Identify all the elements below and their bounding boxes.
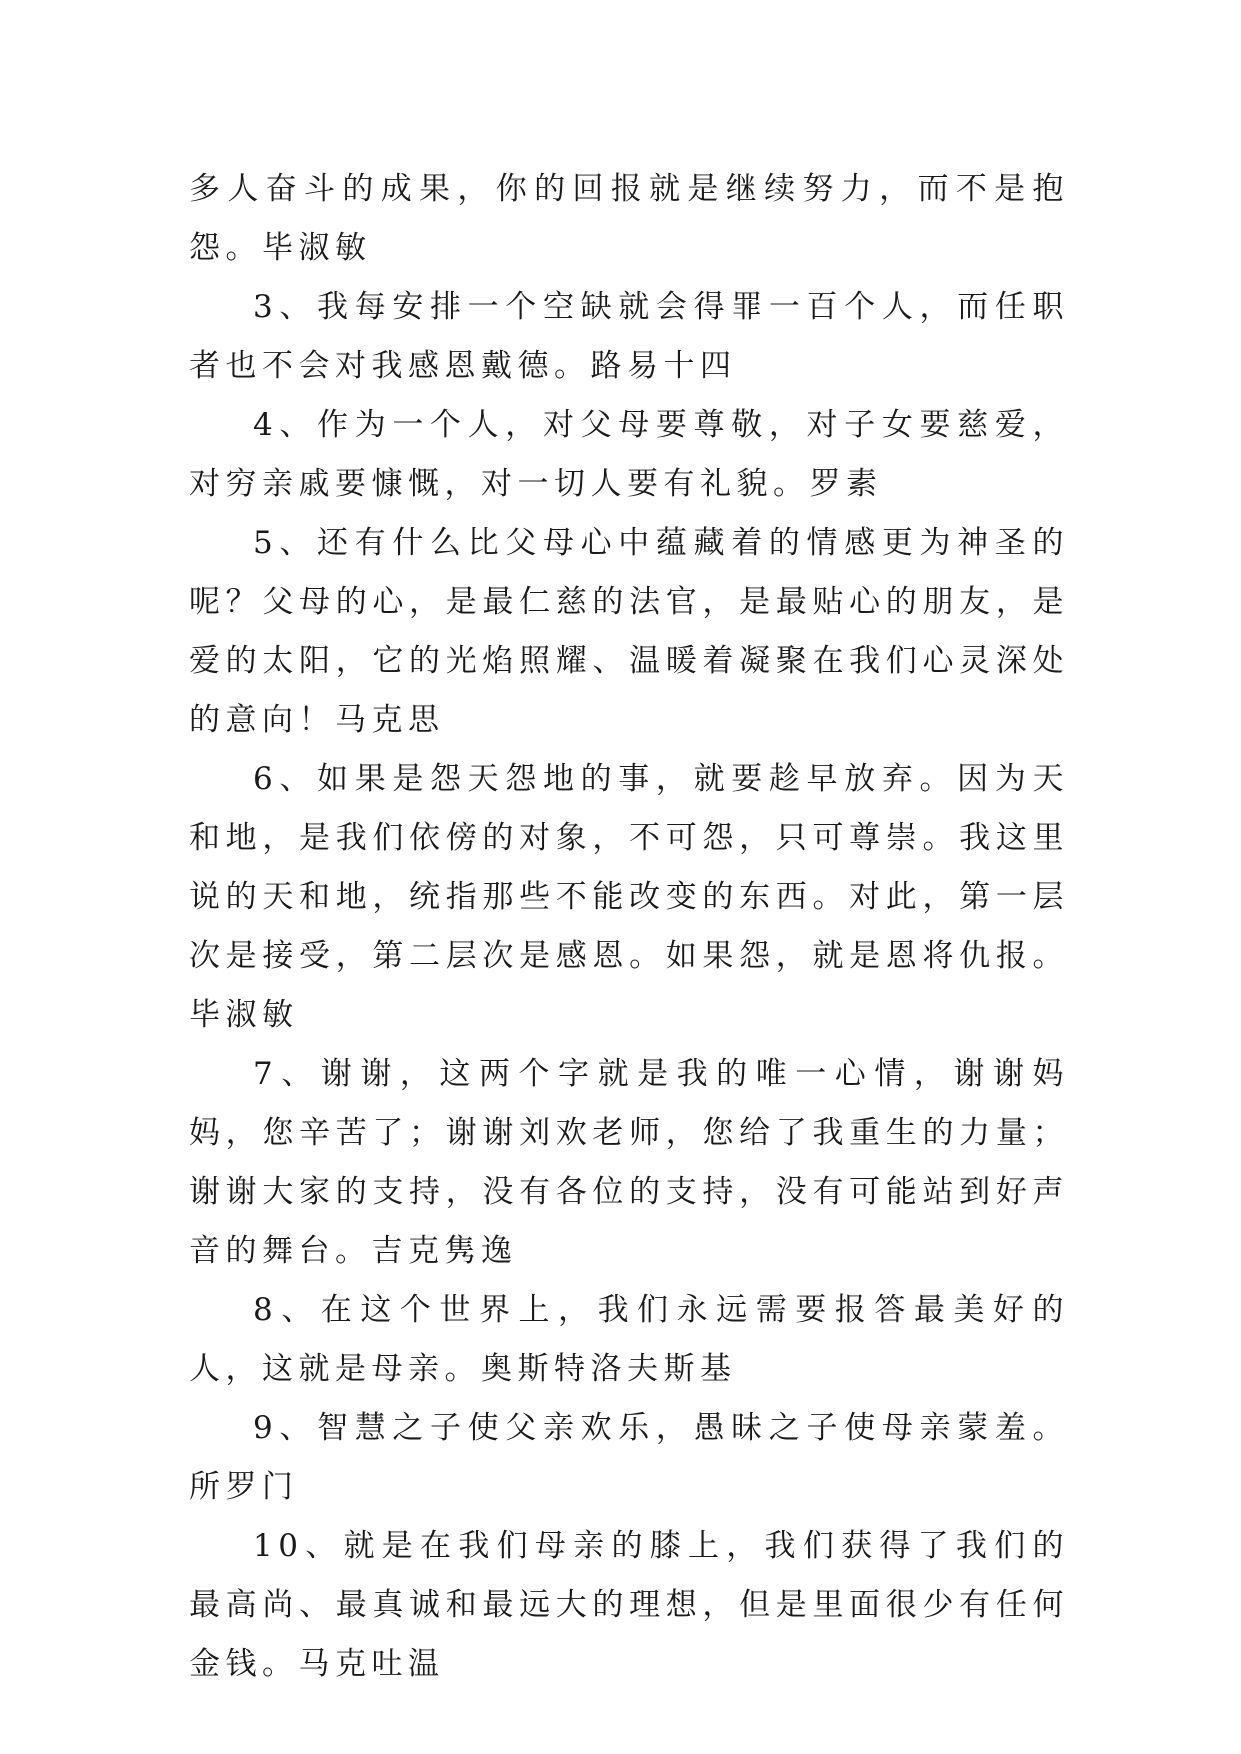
quote-paragraph-9: 9、智慧之子使父亲欢乐，愚昧之子使母亲蒙羞。所罗门 xyxy=(189,1410,1069,1505)
quote-paragraph-4: 4、作为一个人，对父母要尊敬，对子女要慈爱，对穷亲戚要慷慨，对一切人要有礼貌。罗素 xyxy=(189,407,1069,502)
quote-paragraph-6: 6、如果是怨天怨地的事，就要趁早放弃。因为天和地，是我们依傍的对象，不可怨，只可尊崇。我这里说的天和地，统指那些不能改变的东西。对此，第一层次是接受，第二层次是感恩。如果怨，就是恩将仇报。毕淑敏 xyxy=(189,761,1069,1033)
quote-paragraph-5: 5、还有什么比父母心中蕴藏着的情感更为神圣的呢？父母的心，是最仁慈的法官，是最贴心的朋友，是爱的太阳，它的光焰照耀、温暖着凝聚在我们心灵深处的意向！马克思 xyxy=(189,525,1069,738)
quote-paragraph-3: 3、我每安排一个空缺就会得罪一百个人，而任职者也不会对我感恩戴德。路易十四 xyxy=(189,289,1069,384)
quote-paragraph-7: 7、谢谢，这两个字就是我的唯一心情，谢谢妈妈，您辛苦了；谢谢刘欢老师，您给了我重生的力量；谢谢大家的支持，没有各位的支持，没有可能站到好声音的舞台。吉克隽逸 xyxy=(189,1056,1069,1269)
quote-paragraph-8: 8、在这个世界上，我们永远需要报答最美好的人，这就是母亲。奥斯特洛夫斯基 xyxy=(189,1292,1069,1387)
paragraph-continuation: 多人奋斗的成果，你的回报就是继续努力，而不是抱怨。毕淑敏 xyxy=(189,171,1069,266)
quote-paragraph-10: 10、就是在我们母亲的膝上，我们获得了我们的最高尚、最真诚和最远大的理想，但是里面很少有任何金钱。马克吐温 xyxy=(189,1528,1069,1682)
document-body xyxy=(189,160,1069,1694)
